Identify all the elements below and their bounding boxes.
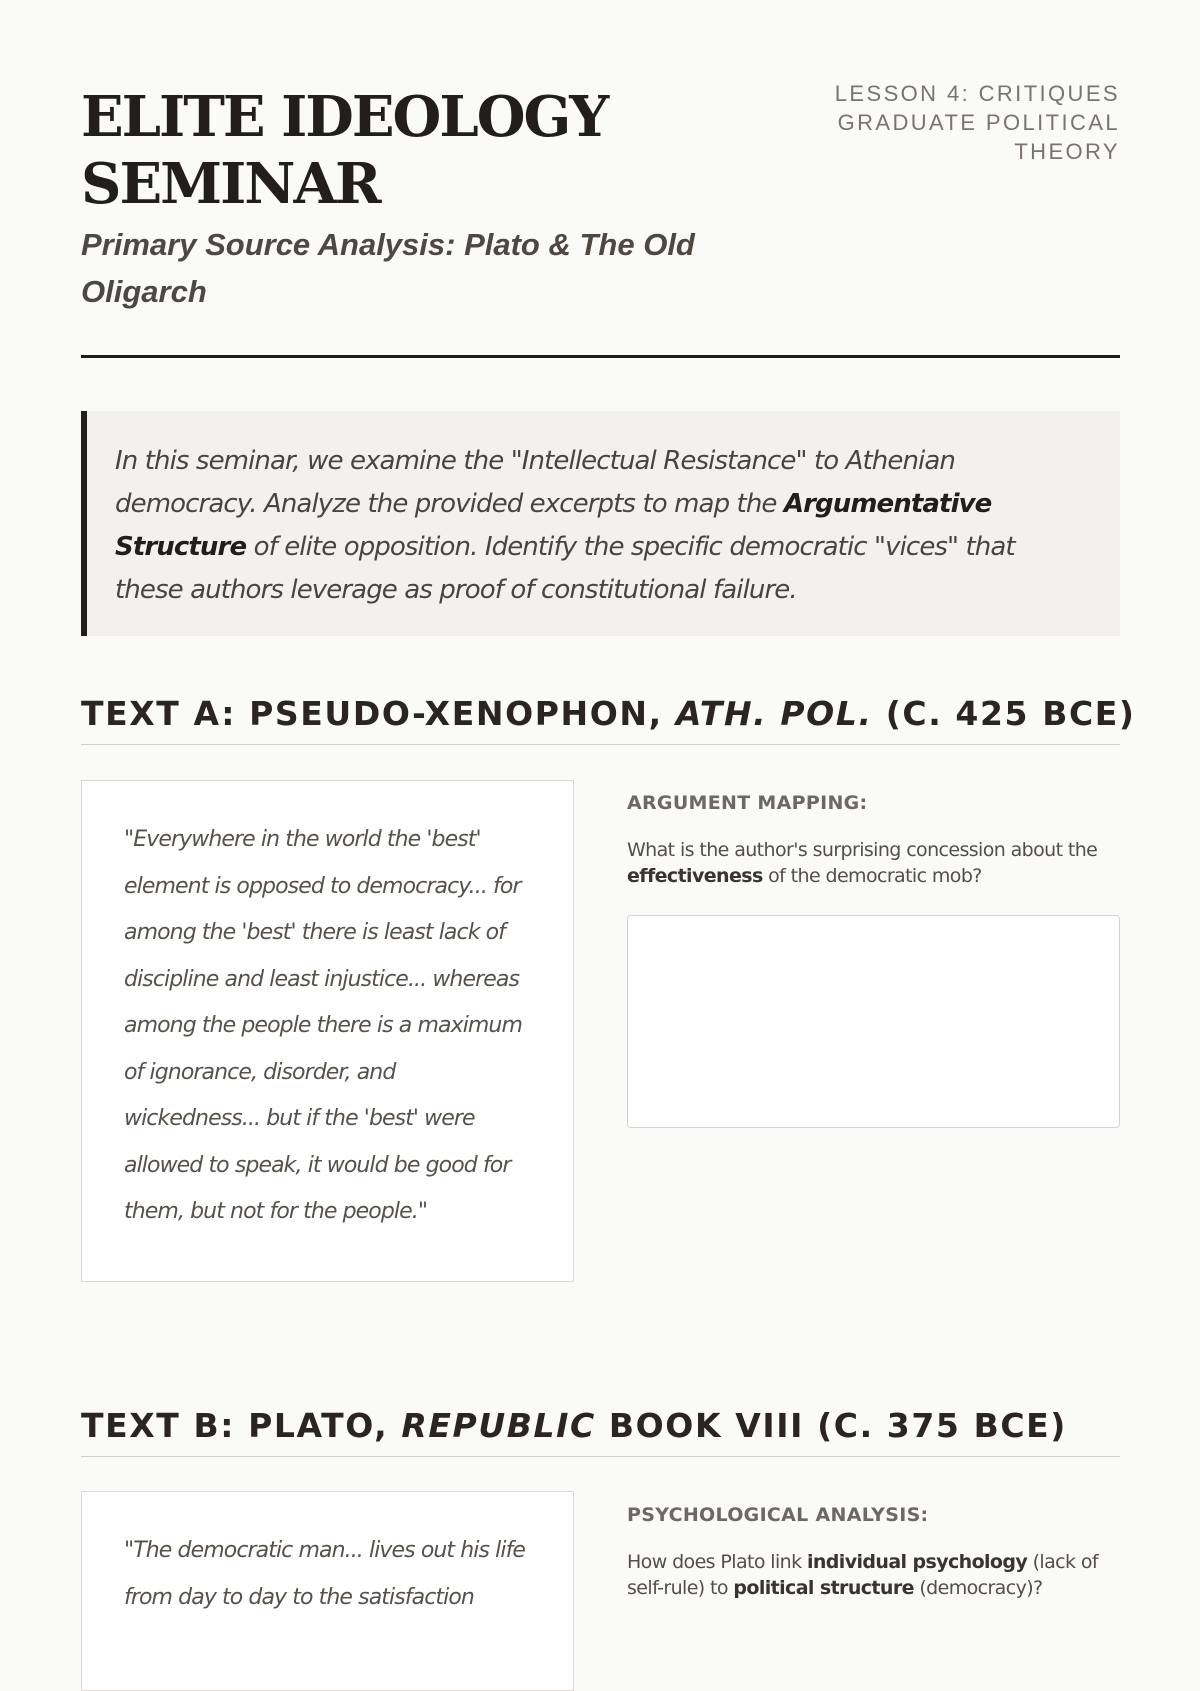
intro-callout (81, 411, 1120, 636)
section-b-analysis-label: PSYCHOLOGICAL ANALYSIS: (627, 1504, 929, 1526)
section-a-title-italic: ATH. POL. (675, 694, 873, 733)
section-a-question-emphasis: effectiveness (627, 865, 763, 887)
lesson-meta (760, 79, 1120, 166)
section-b-question-end: (democracy)? (913, 1577, 1043, 1599)
section-a-question-start: What is the author's surprising concession about the (627, 839, 1098, 861)
section-b-quote-card (81, 1491, 574, 1691)
intro-emphasis: Argumentative Structure (115, 489, 992, 562)
section-a-title-post: (C. 425 BCE) (872, 694, 1136, 733)
section-a-question-end: of the democratic mob? (762, 865, 982, 887)
section-a-analysis (627, 791, 1120, 1128)
section-b-title-post: BOOK VIII (C. 375 BCE) (595, 1406, 1067, 1445)
intro-text-end: of elite opposition. Identify the specific democratic "vices" that these authors leverage as proof of constitutional failure. (115, 532, 1015, 605)
section-b-title-italic: REPUBLIC (401, 1406, 596, 1445)
intro-text-start: In this seminar, we examine the "Intellectual Resistance" to Athenian democracy. Analyze the provided excerpts to map the (115, 446, 955, 519)
section-b-question-start: How does Plato link (627, 1551, 807, 1573)
section-b-question-emphasis-1: individual psychology (806, 1551, 1028, 1573)
lesson-label: LESSON 4: CRITIQUES (834, 81, 1120, 106)
section-b-quote: "The democratic man... lives out his life from day to day to the satisfaction (124, 1538, 526, 1610)
section-a-answer-input[interactable] (627, 915, 1120, 1128)
page-header (81, 0, 1120, 358)
section-b-question-emphasis-2: political structure (733, 1577, 914, 1599)
section-b-title (81, 1406, 1120, 1457)
course-label: GRADUATE POLITICAL THEORY (837, 110, 1120, 164)
section-b-question-mid: (lack of self-rule) to (627, 1551, 1098, 1599)
section-a-title (81, 694, 1136, 745)
section-a-quote: "Everywhere in the world the 'best' element is opposed to democracy... for among the 'best' there is least lack of discipline and least injustice... whereas among the people there is a maximum of ignorance, disorder, and wickedness... but if the 'best' were allowed to speak, it would be good for them, but not for the people." (124, 827, 523, 1224)
section-b-analysis (627, 1503, 1120, 1601)
worksheet-page (81, 0, 1136, 1610)
page-title: ELITE IDEOLOGY SEMINAR (81, 84, 608, 217)
section-a-title-pre: TEXT A: PSEUDO-XENOPHON, (81, 694, 676, 733)
page-subtitle: Primary Source Analysis: Plato & The Old Oligarch (81, 227, 695, 309)
section-b-question (627, 1549, 1120, 1601)
section-a-analysis-label: ARGUMENT MAPPING: (627, 792, 868, 814)
section-b-title-pre: TEXT B: PLATO, (81, 1406, 402, 1445)
section-a-quote-card (81, 780, 574, 1282)
section-a-question (627, 837, 1120, 889)
